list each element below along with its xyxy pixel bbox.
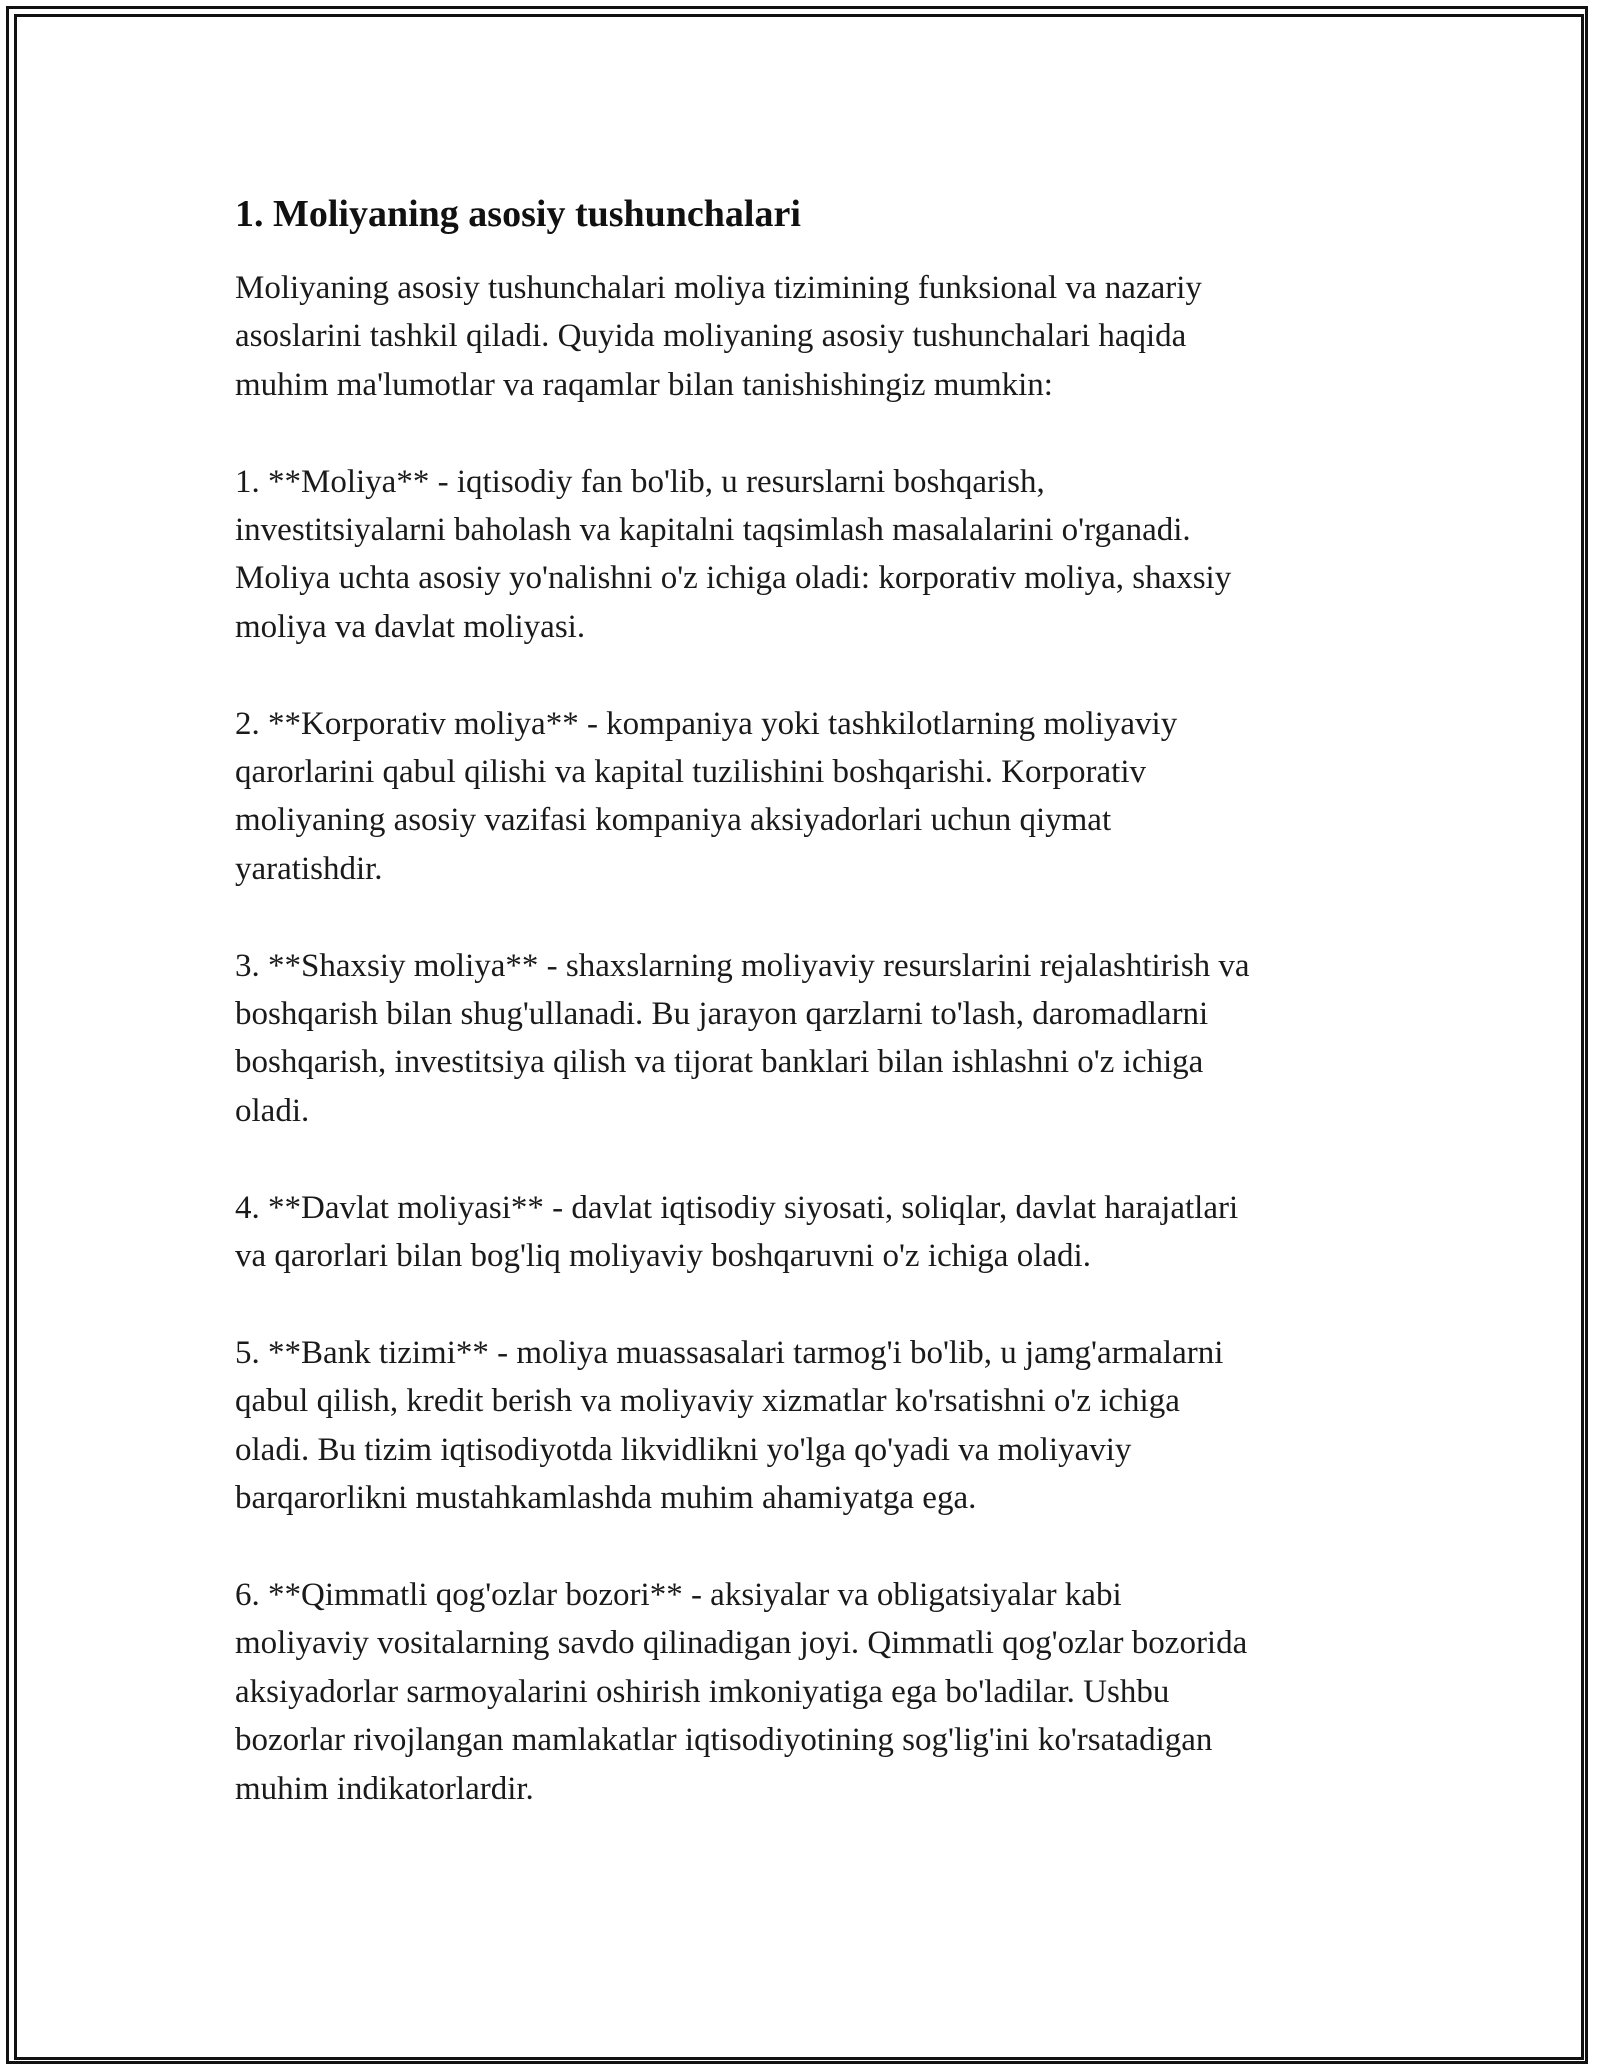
- item-bank-tizimi-paragraph: 5. **Bank tizimi** - moliya muassasalari tarmog'i bo'lib, u jamg'armalarni qabul qilish, kredit berish va moliyaviy xizmatlar ko'rsatishni o'z ichiga oladi. Bu tizim iqtisodiyotda likvidlikni yo'lga qo'yadi va moliyaviy barqarorlikni mustahkamlashda muhim ahamiyatga ega.: [235, 1334, 1224, 1517]
- item-qimmatli-qogozlar-paragraph: 6. **Qimmatli qog'ozlar bozori** - aksiyalar va obligatsiyalar kabi moliyaviy vositalarning savdo qilinadigan joyi. Qimmatli qog'ozlar bozorida aksiyadorlar sarmoyalarini oshirish imkoniyatiga ega bo'ladilar. Ushbu bozorlar rivojlangan mamlakatlar iqtisodiyotining sog'lig'ini ko'rsatadigan muhim indikatorlardir.: [235, 1576, 1248, 1807]
- item-moliya-paragraph: 1. **Moliya** - iqtisodiy fan bo'lib, u resurslarni boshqarish, investitsiyalarni baholash va kapitalni taqsimlash masalalarini o'rganadi. Moliya uchta asosiy yo'nalishni o'z ichiga oladi: korporativ moliya, shaxsiy moliya va davlat moliyasi.: [235, 463, 1232, 645]
- section-heading: 1. Moliyaning asosiy tushunchalari: [235, 193, 801, 235]
- item-korporativ-moliya-paragraph: 2. **Korporativ moliya** - kompaniya yoki tashkilotlarning moliyaviy qarorlarini qabul qilishi va kapital tuzilishini boshqarishi. Korporativ moliyaning asosiy vazifasi kompaniya aksiyadorlari uchun qiymat yaratishdir.: [235, 705, 1178, 887]
- intro-paragraph: Moliyaning asosiy tushunchalari moliya tizimining funksional va nazariy asoslarini tashkil qiladi. Quyida moliyaning asosiy tushunchalari haqida muhim ma'lumotlar va raqamlar bilan tanishishingiz mumkin:: [235, 270, 1202, 403]
- document-body: [235, 188, 1375, 1813]
- item-davlat-moliyasi-paragraph: 4. **Davlat moliyasi** - davlat iqtisodiy siyosati, soliqlar, davlat harajatlari va qarorlari bilan bog'liq moliyaviy boshqaruvni o'z ichiga oladi.: [235, 1189, 1239, 1275]
- item-shaxsiy-moliya-paragraph: 3. **Shaxsiy moliya** - shaxslarning moliyaviy resurslarini rejalashtirish va boshqarish bilan shug'ullanadi. Bu jarayon qarzlarni to'lash, daromadlarni boshqarish, investitsiya qilish va tijorat banklari bilan ishlashni o'z ichiga oladi.: [235, 947, 1250, 1129]
